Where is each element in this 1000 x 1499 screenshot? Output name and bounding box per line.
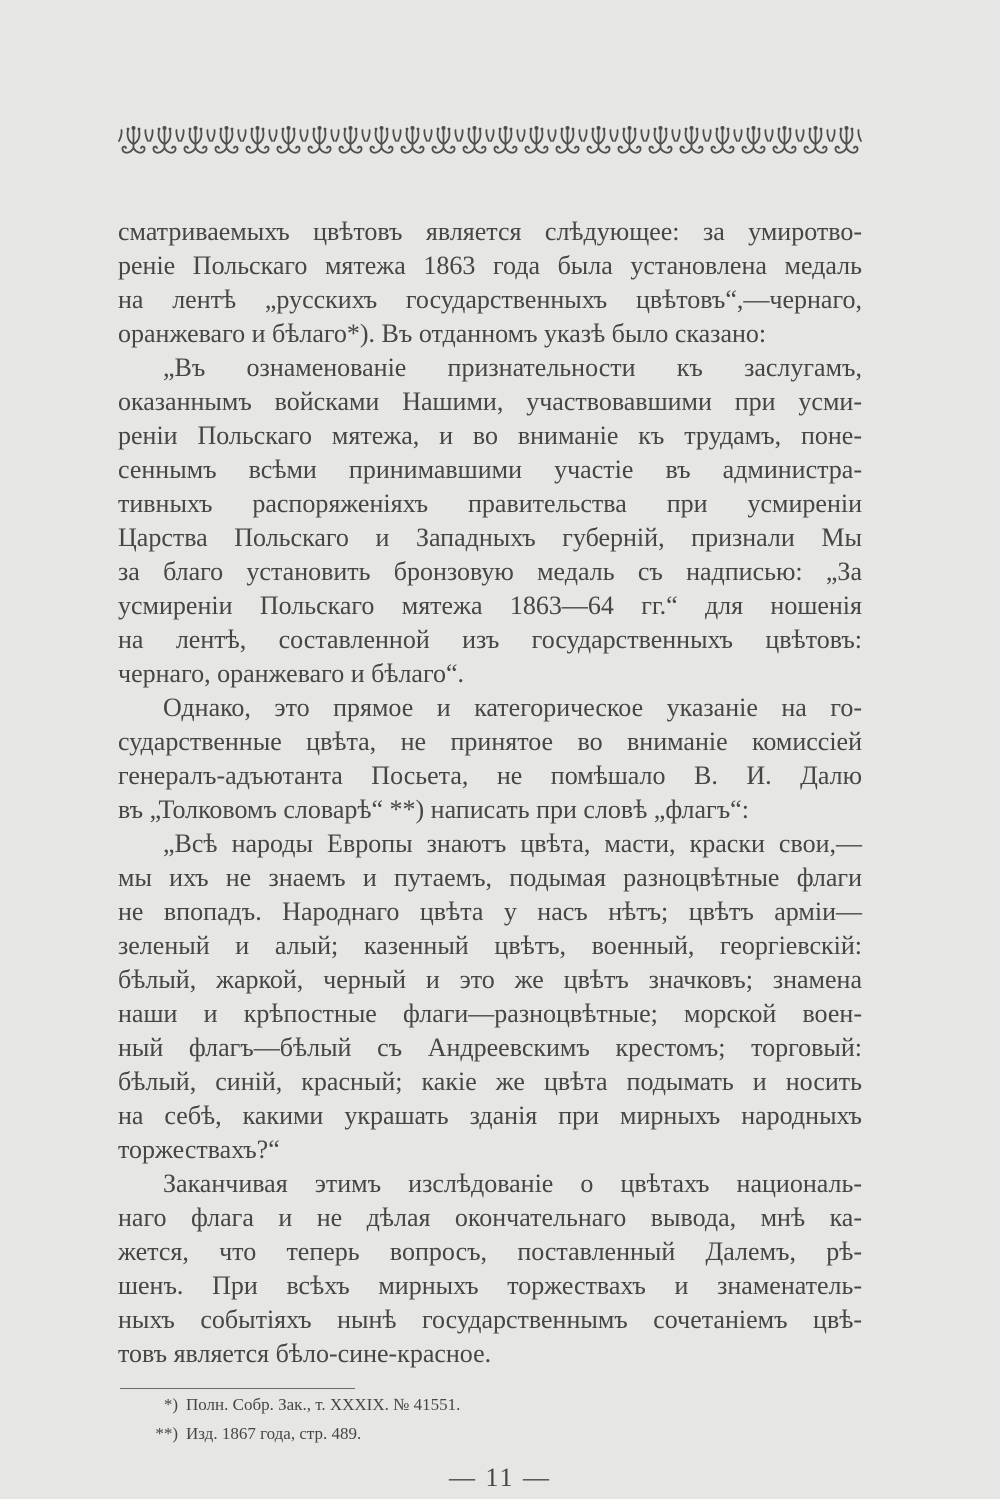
ornament-motif bbox=[274, 126, 303, 153]
text-line: „Въ ознаменованіе признательности къ заслугамъ, bbox=[163, 353, 862, 382]
text-line: на лентѣ „русскихъ государственныхъ цвѣтовъ“,—чернаго, bbox=[118, 285, 862, 314]
text-line: сматриваемыхъ цвѣтовъ является слѣдующее: за умиротво- bbox=[118, 217, 862, 246]
footnote bbox=[118, 1419, 862, 1448]
text-line: Заканчивая этимъ изслѣдованіе о цвѣтахъ националь- bbox=[163, 1169, 862, 1198]
ornament-motif bbox=[708, 126, 737, 153]
ornament-motif bbox=[398, 126, 427, 153]
text-line: наши и крѣпостные флаги—разноцвѣтные; морской воен- bbox=[118, 999, 862, 1028]
footnote bbox=[118, 1390, 862, 1419]
ornament-motif bbox=[615, 126, 644, 153]
ornament-motif bbox=[460, 126, 489, 153]
ornament-motif bbox=[553, 126, 582, 153]
text-line: бѣлый, синій, красный; какіе же цвѣта подымать и носить bbox=[118, 1067, 862, 1096]
ornament-motif bbox=[832, 126, 861, 153]
footnote-text: Полн. Собр. Зак., т. XXXIX. № 41551. bbox=[186, 1395, 461, 1414]
text-line: реніе Польскаго мятежа 1863 года была установлена медаль bbox=[118, 251, 862, 280]
text-line: чернаго, оранжеваго и бѣлаго“. bbox=[118, 659, 465, 688]
text-line: ный флагъ—бѣлый съ Андреевскимъ крестомъ; торговый: bbox=[118, 1033, 862, 1062]
text-line: въ „Толковомъ словарѣ“ **) написать при словѣ „флагъ“: bbox=[118, 795, 749, 824]
ornament-motif bbox=[770, 126, 799, 153]
text-line: оказаннымъ войсками Нашими, участвовавшими при усми- bbox=[118, 387, 862, 416]
text-line: реніи Польскаго мятежа, и во вниманіе къ трудамъ, поне- bbox=[118, 421, 862, 450]
page-number: — 11 — bbox=[448, 1463, 552, 1492]
text-line: жется, что теперь вопросъ, поставленный Далемъ, рѣ- bbox=[118, 1237, 862, 1266]
text-line: тивныхъ распоряженіяхъ правительства при усмиреніи bbox=[118, 489, 862, 518]
ornament-band bbox=[118, 124, 862, 158]
text-line: усмиреніи Польскаго мятежа 1863—64 гг.“ для ношенія bbox=[118, 591, 862, 620]
text-line: Однако, это прямое и категорическое указаніе на го- bbox=[163, 693, 862, 722]
text-line: шенъ. При всѣхъ мирныхъ торжествахъ и знаменатель- bbox=[118, 1271, 862, 1300]
text-line: торжествахъ?“ bbox=[118, 1135, 280, 1164]
footnote-marker: *) bbox=[163, 1395, 178, 1414]
ornament-motif bbox=[367, 126, 396, 153]
text-line: наго флага и не дѣлая окончательнаго вывода, мнѣ ка- bbox=[118, 1203, 862, 1232]
footnote-text: Изд. 1867 года, стр. 489. bbox=[186, 1424, 362, 1443]
paragraph bbox=[118, 1167, 862, 1371]
ornament-motif bbox=[584, 126, 613, 153]
text-line: бѣлый, жаркой, черный и это же цвѣтъ значковъ; знамена bbox=[118, 965, 862, 994]
ornament-motif bbox=[677, 126, 706, 153]
ornament-motif bbox=[429, 126, 458, 153]
text-line: не впопадъ. Народнаго цвѣта у насъ нѣтъ; цвѣтъ арміи— bbox=[118, 897, 862, 926]
text-line: на лентѣ, составленной изъ государственныхъ цвѣтовъ: bbox=[118, 625, 862, 654]
text-line: „Всѣ народы Европы знаютъ цвѣта, масти, краски свои,— bbox=[163, 829, 862, 858]
ornament-motif bbox=[243, 126, 272, 153]
text-line: товъ является бѣло-сине-красное. bbox=[118, 1339, 492, 1368]
body-text bbox=[118, 215, 862, 1371]
text-line: сеннымъ всѣми принимавшими участіе въ администра- bbox=[118, 455, 862, 484]
ornament-motif bbox=[336, 126, 365, 153]
footnote-marker: **) bbox=[155, 1424, 178, 1443]
ornament-motif bbox=[119, 126, 148, 153]
text-line: на себѣ, какими украшать зданія при мирныхъ народныхъ bbox=[118, 1101, 862, 1130]
ornament-motif bbox=[522, 126, 551, 153]
ornament-motif bbox=[739, 126, 768, 153]
text-line: Царства Польскаго и Западныхъ губерній, признали Мы bbox=[118, 523, 862, 552]
paragraph bbox=[118, 691, 862, 827]
text-line: мы ихъ не знаемъ и путаемъ, подымая разноцвѣтные флаги bbox=[118, 863, 862, 892]
ornament-motif bbox=[181, 126, 210, 153]
ornament-motif bbox=[212, 126, 241, 153]
text-line: сударственные цвѣта, не принятое во вниманіе комиссіей bbox=[118, 727, 862, 756]
ornament-motif bbox=[150, 126, 179, 153]
text-line: ныхъ событіяхъ нынѣ государственнымъ сочетаніемъ цвѣ- bbox=[118, 1305, 862, 1334]
ornament-motif bbox=[801, 126, 830, 153]
footnotes bbox=[118, 1390, 862, 1448]
ornament-motif bbox=[305, 126, 334, 153]
footnote-rule bbox=[120, 1388, 355, 1389]
text-line: оранжеваго и бѣлаго*). Въ отданномъ указѣ было сказано: bbox=[118, 319, 767, 348]
ornament-motif bbox=[491, 126, 520, 153]
ornament-svg bbox=[118, 124, 862, 158]
text-line: зеленый и алый; казенный цвѣтъ, военный, георгіевскій: bbox=[118, 931, 862, 960]
paragraph bbox=[118, 827, 862, 1167]
paragraph bbox=[118, 351, 862, 691]
ornament-motif bbox=[646, 126, 675, 153]
paragraph bbox=[118, 215, 862, 351]
text-line: за благо установить бронзовую медаль съ надписью: „За bbox=[118, 557, 862, 586]
text-line: генералъ-адъютанта Посьета, не помѣшало В. И. Далю bbox=[118, 761, 862, 790]
